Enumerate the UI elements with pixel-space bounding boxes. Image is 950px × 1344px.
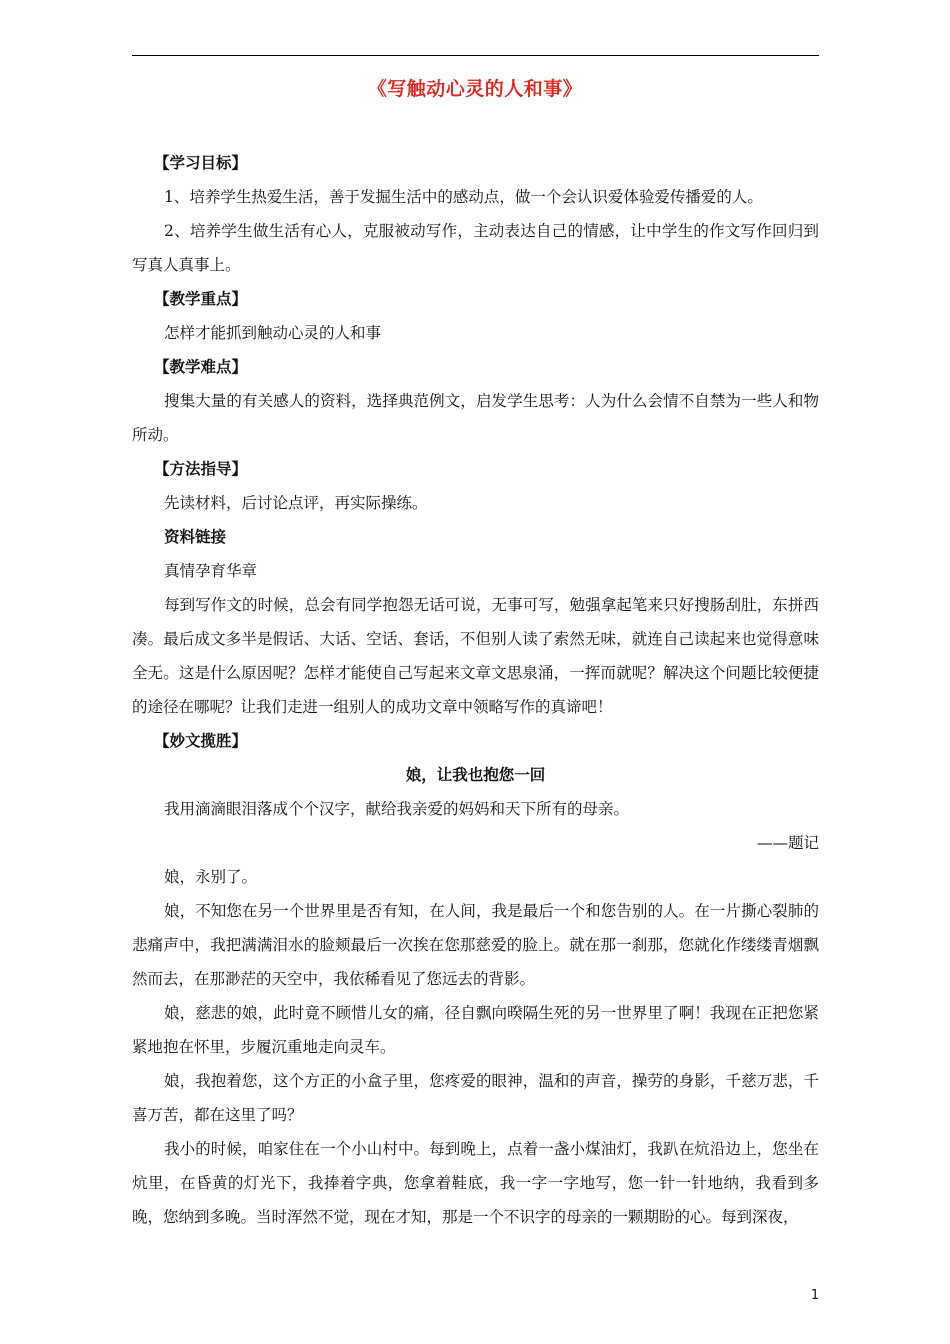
difficulty-heading: 【教学难点】 [154,357,248,376]
key-point-text: 怎样才能抓到触动心灵的人和事 [164,324,382,342]
essay-paragraph-4: 娘，我抱着您，这个方正的小盒子里，您疼爱的眼神，温和的声音，操劳的身影，千慈万悲，千喜万苦，都在这里了吗？ [132,1072,819,1124]
page-number: 1 [810,1288,820,1303]
essay-signature: ——题记 [756,834,819,852]
essay-paragraph-1: 娘，永别了。 [164,868,258,886]
key-point-heading: 【教学重点】 [154,289,248,308]
resource-subtitle: 真情孕育华章 [164,562,258,580]
document-body [132,146,819,1234]
resource-paragraph: 每到写作文的时候，总会有同学抱怨无话可说，无事可写，勉强拿起笔来只好搜肠刮肚，东拼西凑。最后成文多半是假话、大话、空话、套话，不但别人读了索然无味，就连自己读起来也觉得意味全无。这是什么原因呢？怎样才能使自己写起来文章文思泉涌，一挥而就呢？解决这个问题比较便捷的途径在哪呢？让我们走进一组别人的成功文章中领略写作的真谛吧！ [132,596,819,716]
difficulty-text: 搜集大量的有关感人的资料，选择典范例文，启发学生思考：人为什么会情不自禁为一些人和物所动。 [132,392,819,444]
essay-paragraph-2: 娘，不知您在另一个世界里是否有知，在人间，我是最后一个和您告别的人。在一片撕心裂肺的悲痛声中，我把满满泪水的脸颊最后一次挨在您那慈爱的脸上。就在那一刹那，您就化作缕缕青烟飘然而去，在那渺茫的天空中，我依稀看见了您远去的背影。 [132,902,819,988]
goals-heading: 【学习目标】 [154,153,248,172]
essay-section-heading: 【妙文揽胜】 [154,731,248,750]
document-title: 《写触动心灵的人和事》 [367,78,583,100]
essay-dedication: 我用滴滴眼泪落成个个汉字，献给我亲爱的妈妈和天下所有的母亲。 [164,800,630,818]
goal-item-1: 1、培养学生热爱生活，善于发掘生活中的感动点，做一个会认识爱体验爱传播爱的人。 [164,188,763,206]
method-text: 先读材料，后讨论点评，再实际操练。 [164,494,428,512]
method-heading: 【方法指导】 [154,459,248,478]
essay-paragraph-3: 娘，慈悲的娘，此时竟不顾惜儿女的痛，径自飘向暌隔生死的另一世界里了啊！我现在正把您紧紧地抱在怀里，步履沉重地走向灵车。 [132,1004,819,1056]
resource-heading: 资料链接 [164,527,227,546]
essay-title: 娘，让我也抱您一回 [405,765,546,784]
goal-item-2: 2、培养学生做生活有心人，克服被动写作，主动表达自己的情感，让中学生的作文写作回归到写真人真事上。 [132,222,819,274]
header-rule [132,55,819,56]
essay-paragraph-5: 我小的时候，咱家住在一个小山村中。每到晚上，点着一盏小煤油灯，我趴在炕沿边上，您坐在炕里，在昏黄的灯光下，我捧着字典，您拿着鞋底，我一字一字地写，您一针一针地纳，我看到多晚，您纳到多晚。当时浑然不觉，现在才知，那是一个不识字的母亲的一颗期盼的心。每到深夜， [132,1140,819,1226]
